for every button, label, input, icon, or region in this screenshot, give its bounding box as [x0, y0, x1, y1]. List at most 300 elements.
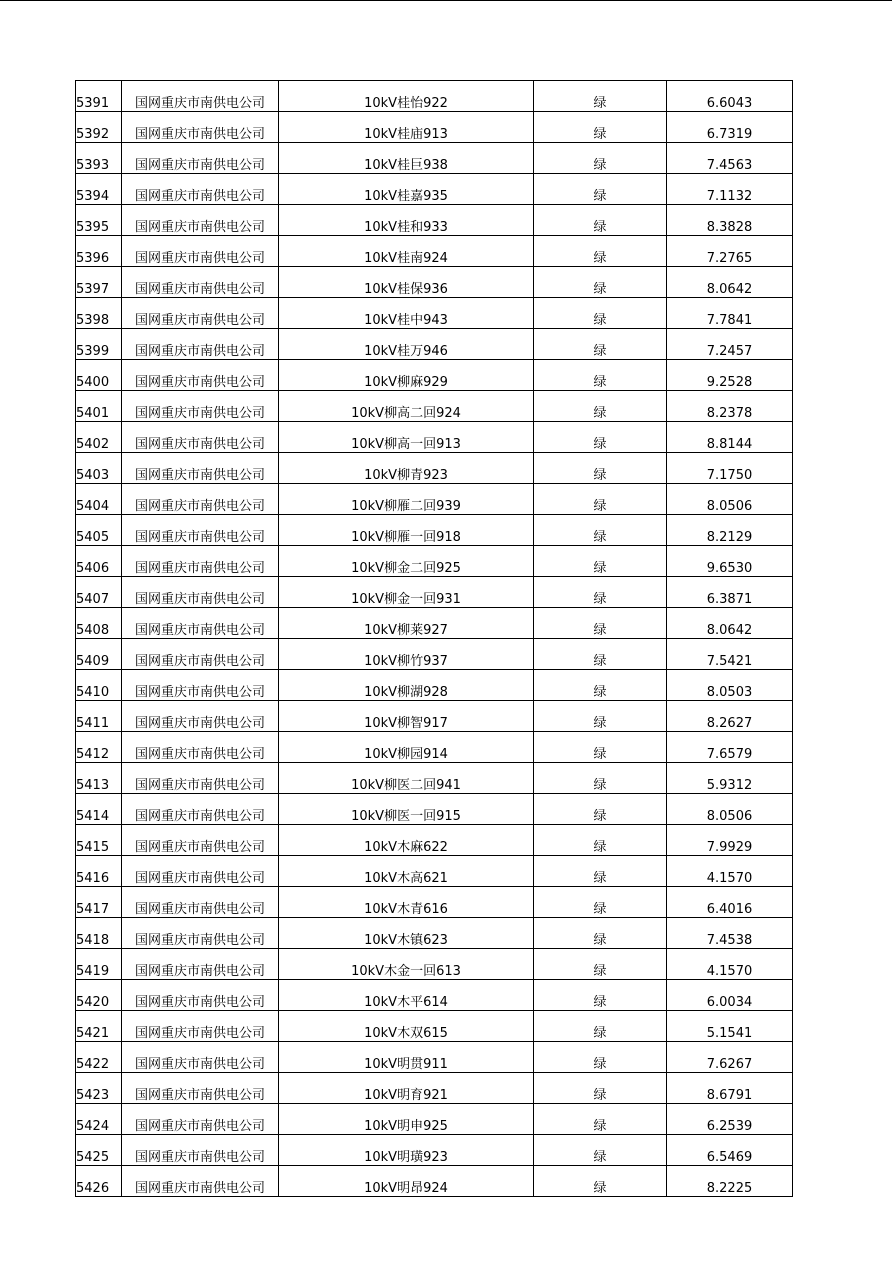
company-cell — [122, 1104, 279, 1135]
row-number — [76, 143, 122, 174]
row-number — [76, 1104, 122, 1135]
row-number-text: 5420 — [76, 995, 110, 1010]
table-row — [76, 453, 793, 484]
table-row — [76, 1104, 793, 1135]
grade-cell-text: 绿 — [593, 189, 607, 204]
value-cell — [667, 1104, 793, 1135]
grade-cell-text: 绿 — [593, 158, 607, 173]
line-name-cell-text: 10kV桂万946 — [364, 344, 448, 359]
company-cell — [122, 515, 279, 546]
table-row — [76, 763, 793, 794]
line-name-cell-text: 10kV木麻622 — [364, 840, 448, 855]
value-cell — [667, 577, 793, 608]
grade-cell-text: 绿 — [593, 654, 607, 669]
value-cell — [667, 825, 793, 856]
company-cell-text: 国网重庆市南供电公司 — [134, 251, 265, 266]
company-cell — [122, 360, 279, 391]
value-cell — [667, 887, 793, 918]
value-cell — [667, 391, 793, 422]
row-number — [76, 112, 122, 143]
grade-cell — [534, 112, 667, 143]
company-cell-text: 国网重庆市南供电公司 — [134, 96, 265, 111]
value-cell — [667, 794, 793, 825]
grade-cell-text: 绿 — [593, 127, 607, 142]
line-name-cell — [279, 360, 534, 391]
row-number-text: 5399 — [76, 344, 110, 359]
grade-cell-text: 绿 — [593, 220, 607, 235]
grade-cell — [534, 918, 667, 949]
grade-cell — [534, 763, 667, 794]
row-number-text: 5416 — [76, 871, 110, 886]
value-cell — [667, 608, 793, 639]
row-number-text: 5424 — [76, 1119, 110, 1134]
line-name-cell — [279, 329, 534, 360]
table-row — [76, 484, 793, 515]
row-number-text: 5412 — [76, 747, 110, 762]
table-row — [76, 1135, 793, 1166]
line-name-cell-text: 10kV桂嘉935 — [364, 189, 448, 204]
row-number — [76, 794, 122, 825]
line-name-cell — [279, 608, 534, 639]
row-number — [76, 949, 122, 980]
company-cell-text: 国网重庆市南供电公司 — [134, 716, 265, 731]
value-cell-text: 7.7841 — [706, 313, 753, 328]
row-number-text: 5408 — [76, 623, 110, 638]
row-number-text: 5414 — [76, 809, 110, 824]
row-number-text: 5402 — [76, 437, 110, 452]
grade-cell-text: 绿 — [593, 251, 607, 266]
data-table — [75, 80, 793, 1197]
table-row — [76, 1011, 793, 1042]
row-number — [76, 980, 122, 1011]
row-number-text: 5392 — [76, 127, 110, 142]
value-cell — [667, 980, 793, 1011]
grade-cell-text: 绿 — [593, 313, 607, 328]
company-cell — [122, 763, 279, 794]
row-number-text: 5421 — [76, 1026, 110, 1041]
value-cell-text: 7.4563 — [706, 158, 753, 173]
line-name-cell — [279, 918, 534, 949]
value-cell-text: 8.2129 — [706, 530, 753, 545]
company-cell — [122, 422, 279, 453]
company-cell — [122, 174, 279, 205]
company-cell — [122, 484, 279, 515]
company-cell — [122, 949, 279, 980]
row-number-text: 5410 — [76, 685, 110, 700]
line-name-cell — [279, 298, 534, 329]
table-row — [76, 794, 793, 825]
line-name-cell-text: 10kV柳医二回941 — [351, 778, 461, 793]
grade-cell — [534, 825, 667, 856]
row-number-text: 5400 — [76, 375, 110, 390]
company-cell — [122, 639, 279, 670]
grade-cell — [534, 732, 667, 763]
grade-cell-text: 绿 — [593, 778, 607, 793]
company-cell — [122, 112, 279, 143]
grade-cell-text: 绿 — [593, 871, 607, 886]
line-name-cell — [279, 887, 534, 918]
table-row — [76, 81, 793, 112]
grade-cell — [534, 1073, 667, 1104]
row-number — [76, 267, 122, 298]
grade-cell — [534, 980, 667, 1011]
row-number — [76, 1042, 122, 1073]
grade-cell-text: 绿 — [593, 1057, 607, 1072]
company-cell — [122, 205, 279, 236]
table-row — [76, 887, 793, 918]
row-number — [76, 515, 122, 546]
company-cell-text: 国网重庆市南供电公司 — [134, 561, 265, 576]
grade-cell-text: 绿 — [593, 1119, 607, 1134]
grade-cell — [534, 174, 667, 205]
value-cell — [667, 918, 793, 949]
company-cell — [122, 577, 279, 608]
line-name-cell — [279, 81, 534, 112]
table-row — [76, 546, 793, 577]
value-cell — [667, 174, 793, 205]
grade-cell-text: 绿 — [593, 902, 607, 917]
company-cell-text: 国网重庆市南供电公司 — [134, 1119, 265, 1134]
value-cell-text: 6.0034 — [706, 995, 753, 1010]
value-cell-text: 8.3828 — [706, 220, 753, 235]
company-cell-text: 国网重庆市南供电公司 — [134, 654, 265, 669]
row-number — [76, 360, 122, 391]
grade-cell — [534, 484, 667, 515]
value-cell-text: 8.0506 — [706, 809, 753, 824]
value-cell — [667, 732, 793, 763]
value-cell-text: 7.1750 — [706, 468, 753, 483]
value-cell — [667, 81, 793, 112]
line-name-cell — [279, 1166, 534, 1197]
table-row — [76, 701, 793, 732]
grade-cell — [534, 453, 667, 484]
line-name-cell-text: 10kV木双615 — [364, 1026, 448, 1041]
table-body — [76, 81, 793, 1197]
row-number-text: 5391 — [76, 96, 110, 111]
line-name-cell-text: 10kV柳雁二回939 — [351, 499, 461, 514]
value-cell — [667, 1042, 793, 1073]
company-cell-text: 国网重庆市南供电公司 — [134, 685, 265, 700]
row-number — [76, 81, 122, 112]
company-cell — [122, 701, 279, 732]
line-name-cell — [279, 670, 534, 701]
company-cell — [122, 856, 279, 887]
company-cell-text: 国网重庆市南供电公司 — [134, 995, 265, 1010]
row-number — [76, 391, 122, 422]
value-cell — [667, 763, 793, 794]
grade-cell — [534, 608, 667, 639]
value-cell — [667, 205, 793, 236]
grade-cell — [534, 639, 667, 670]
row-number-text: 5405 — [76, 530, 110, 545]
row-number — [76, 918, 122, 949]
line-name-cell-text: 10kV柳莱927 — [364, 623, 448, 638]
table-row — [76, 608, 793, 639]
grade-cell — [534, 1042, 667, 1073]
value-cell-text: 8.0642 — [706, 623, 753, 638]
value-cell — [667, 484, 793, 515]
row-number-text: 5418 — [76, 933, 110, 948]
value-cell-text: 7.6267 — [706, 1057, 753, 1072]
row-number-text: 5393 — [76, 158, 110, 173]
company-cell-text: 国网重庆市南供电公司 — [134, 406, 265, 421]
value-cell-text: 4.1570 — [706, 964, 753, 979]
grade-cell — [534, 856, 667, 887]
value-cell-text: 6.2539 — [706, 1119, 753, 1134]
company-cell-text: 国网重庆市南供电公司 — [134, 158, 265, 173]
value-cell-text: 6.7319 — [706, 127, 753, 142]
row-number — [76, 1073, 122, 1104]
grade-cell — [534, 422, 667, 453]
value-cell-text: 7.5421 — [706, 654, 753, 669]
row-number — [76, 174, 122, 205]
row-number-text: 5423 — [76, 1088, 110, 1103]
company-cell — [122, 887, 279, 918]
company-cell — [122, 670, 279, 701]
value-cell-text: 6.5469 — [706, 1150, 753, 1165]
row-number — [76, 825, 122, 856]
table-row — [76, 980, 793, 1011]
value-cell-text: 6.3871 — [706, 592, 753, 607]
value-cell-text: 8.2627 — [706, 716, 753, 731]
row-number — [76, 422, 122, 453]
line-name-cell — [279, 1042, 534, 1073]
value-cell-text: 5.9312 — [706, 778, 753, 793]
line-name-cell — [279, 701, 534, 732]
line-name-cell-text: 10kV桂保936 — [364, 282, 448, 297]
line-name-cell — [279, 174, 534, 205]
company-cell-text: 国网重庆市南供电公司 — [134, 1088, 265, 1103]
grade-cell-text: 绿 — [593, 96, 607, 111]
line-name-cell-text: 10kV柳竹937 — [364, 654, 448, 669]
row-number-text: 5401 — [76, 406, 110, 421]
line-name-cell — [279, 856, 534, 887]
value-cell — [667, 422, 793, 453]
grade-cell-text: 绿 — [593, 468, 607, 483]
row-number-text: 5419 — [76, 964, 110, 979]
table-row — [76, 143, 793, 174]
value-cell-text: 7.9929 — [706, 840, 753, 855]
line-name-cell-text: 10kV柳金二回925 — [351, 561, 461, 576]
row-number-text: 5415 — [76, 840, 110, 855]
table-row — [76, 422, 793, 453]
row-number — [76, 608, 122, 639]
company-cell-text: 国网重庆市南供电公司 — [134, 933, 265, 948]
grade-cell — [534, 81, 667, 112]
company-cell-text: 国网重庆市南供电公司 — [134, 840, 265, 855]
value-cell — [667, 949, 793, 980]
table-row — [76, 267, 793, 298]
grade-cell-text: 绿 — [593, 747, 607, 762]
grade-cell — [534, 1135, 667, 1166]
company-cell-text: 国网重庆市南供电公司 — [134, 623, 265, 638]
line-name-cell-text: 10kV桂怡922 — [364, 96, 448, 111]
row-number — [76, 205, 122, 236]
grade-cell-text: 绿 — [593, 685, 607, 700]
company-cell — [122, 918, 279, 949]
value-cell — [667, 329, 793, 360]
line-name-cell-text: 10kV柳医一回915 — [351, 809, 461, 824]
row-number-text: 5406 — [76, 561, 110, 576]
value-cell-text: 8.0642 — [706, 282, 753, 297]
row-number — [76, 1135, 122, 1166]
grade-cell — [534, 1011, 667, 1042]
value-cell — [667, 546, 793, 577]
company-cell-text: 国网重庆市南供电公司 — [134, 313, 265, 328]
line-name-cell-text: 10kV柳麻929 — [364, 375, 448, 390]
row-number-text: 5395 — [76, 220, 110, 235]
grade-cell — [534, 236, 667, 267]
grade-cell-text: 绿 — [593, 406, 607, 421]
grade-cell — [534, 1104, 667, 1135]
grade-cell-text: 绿 — [593, 840, 607, 855]
value-cell — [667, 236, 793, 267]
company-cell — [122, 143, 279, 174]
row-number-text: 5409 — [76, 654, 110, 669]
company-cell-text: 国网重庆市南供电公司 — [134, 189, 265, 204]
grade-cell-text: 绿 — [593, 1026, 607, 1041]
grade-cell — [534, 546, 667, 577]
table-row — [76, 670, 793, 701]
page-top-rule — [0, 0, 892, 1]
line-name-cell — [279, 949, 534, 980]
value-cell — [667, 112, 793, 143]
value-cell-text: 4.1570 — [706, 871, 753, 886]
value-cell-text: 7.6579 — [706, 747, 753, 762]
company-cell — [122, 794, 279, 825]
value-cell-text: 5.1541 — [706, 1026, 753, 1041]
row-number — [76, 732, 122, 763]
row-number-text: 5403 — [76, 468, 110, 483]
company-cell-text: 国网重庆市南供电公司 — [134, 530, 265, 545]
company-cell-text: 国网重庆市南供电公司 — [134, 1150, 265, 1165]
line-name-cell — [279, 112, 534, 143]
company-cell — [122, 1011, 279, 1042]
line-name-cell-text: 10kV桂南924 — [364, 251, 448, 266]
row-number-text: 5404 — [76, 499, 110, 514]
value-cell-text: 8.6791 — [706, 1088, 753, 1103]
company-cell — [122, 980, 279, 1011]
company-cell-text: 国网重庆市南供电公司 — [134, 468, 265, 483]
line-name-cell — [279, 453, 534, 484]
table-row — [76, 298, 793, 329]
row-number-text: 5398 — [76, 313, 110, 328]
value-cell — [667, 1166, 793, 1197]
row-number — [76, 639, 122, 670]
value-cell-text: 8.2225 — [706, 1181, 753, 1196]
line-name-cell-text: 10kV木平614 — [364, 995, 448, 1010]
grade-cell-text: 绿 — [593, 716, 607, 731]
line-name-cell — [279, 143, 534, 174]
line-name-cell-text: 10kV木青616 — [364, 902, 448, 917]
line-name-cell — [279, 825, 534, 856]
company-cell — [122, 1073, 279, 1104]
line-name-cell — [279, 577, 534, 608]
line-name-cell — [279, 391, 534, 422]
line-name-cell-text: 10kV明申925 — [364, 1119, 448, 1134]
line-name-cell-text: 10kV桂巨938 — [364, 158, 448, 173]
value-cell — [667, 1011, 793, 1042]
line-name-cell-text: 10kV柳雁一回918 — [351, 530, 461, 545]
company-cell — [122, 236, 279, 267]
company-cell-text: 国网重庆市南供电公司 — [134, 1057, 265, 1072]
value-cell — [667, 360, 793, 391]
line-name-cell-text: 10kV木金一回613 — [351, 964, 461, 979]
table-row — [76, 918, 793, 949]
value-cell — [667, 453, 793, 484]
grade-cell-text: 绿 — [593, 592, 607, 607]
company-cell-text: 国网重庆市南供电公司 — [134, 344, 265, 359]
table-row — [76, 856, 793, 887]
grade-cell — [534, 670, 667, 701]
grade-cell — [534, 577, 667, 608]
value-cell-text: 7.1132 — [706, 189, 753, 204]
grade-cell — [534, 949, 667, 980]
grade-cell — [534, 794, 667, 825]
line-name-cell — [279, 1135, 534, 1166]
row-number-text: 5417 — [76, 902, 110, 917]
line-name-cell-text: 10kV柳金一回931 — [351, 592, 461, 607]
row-number-text: 5394 — [76, 189, 110, 204]
grade-cell — [534, 391, 667, 422]
grade-cell-text: 绿 — [593, 561, 607, 576]
company-cell-text: 国网重庆市南供电公司 — [134, 871, 265, 886]
row-number — [76, 701, 122, 732]
company-cell — [122, 1042, 279, 1073]
line-name-cell — [279, 422, 534, 453]
company-cell — [122, 546, 279, 577]
table-row — [76, 1166, 793, 1197]
value-cell-text: 9.6530 — [706, 561, 753, 576]
value-cell-text: 8.2378 — [706, 406, 753, 421]
company-cell-text: 国网重庆市南供电公司 — [134, 592, 265, 607]
company-cell — [122, 1135, 279, 1166]
grade-cell — [534, 298, 667, 329]
line-name-cell-text: 10kV木镇623 — [364, 933, 448, 948]
grade-cell-text: 绿 — [593, 933, 607, 948]
grade-cell-text: 绿 — [593, 437, 607, 452]
grade-cell-text: 绿 — [593, 995, 607, 1010]
company-cell — [122, 608, 279, 639]
company-cell-text: 国网重庆市南供电公司 — [134, 220, 265, 235]
company-cell — [122, 329, 279, 360]
row-number-text: 5407 — [76, 592, 110, 607]
line-name-cell-text: 10kV柳智917 — [364, 716, 448, 731]
line-name-cell — [279, 236, 534, 267]
grade-cell — [534, 701, 667, 732]
value-cell — [667, 1135, 793, 1166]
table-row — [76, 949, 793, 980]
line-name-cell-text: 10kV柳青923 — [364, 468, 448, 483]
row-number-text: 5425 — [76, 1150, 110, 1165]
line-name-cell — [279, 980, 534, 1011]
company-cell — [122, 298, 279, 329]
row-number — [76, 856, 122, 887]
line-name-cell — [279, 205, 534, 236]
row-number — [76, 887, 122, 918]
line-name-cell — [279, 732, 534, 763]
company-cell — [122, 267, 279, 298]
value-cell-text: 7.2457 — [706, 344, 753, 359]
company-cell-text: 国网重庆市南供电公司 — [134, 747, 265, 762]
row-number — [76, 236, 122, 267]
table-row — [76, 329, 793, 360]
table-row — [76, 174, 793, 205]
line-name-cell-text: 10kV木高621 — [364, 871, 448, 886]
row-number-text: 5411 — [76, 716, 110, 731]
company-cell-text: 国网重庆市南供电公司 — [134, 127, 265, 142]
table-row — [76, 1073, 793, 1104]
